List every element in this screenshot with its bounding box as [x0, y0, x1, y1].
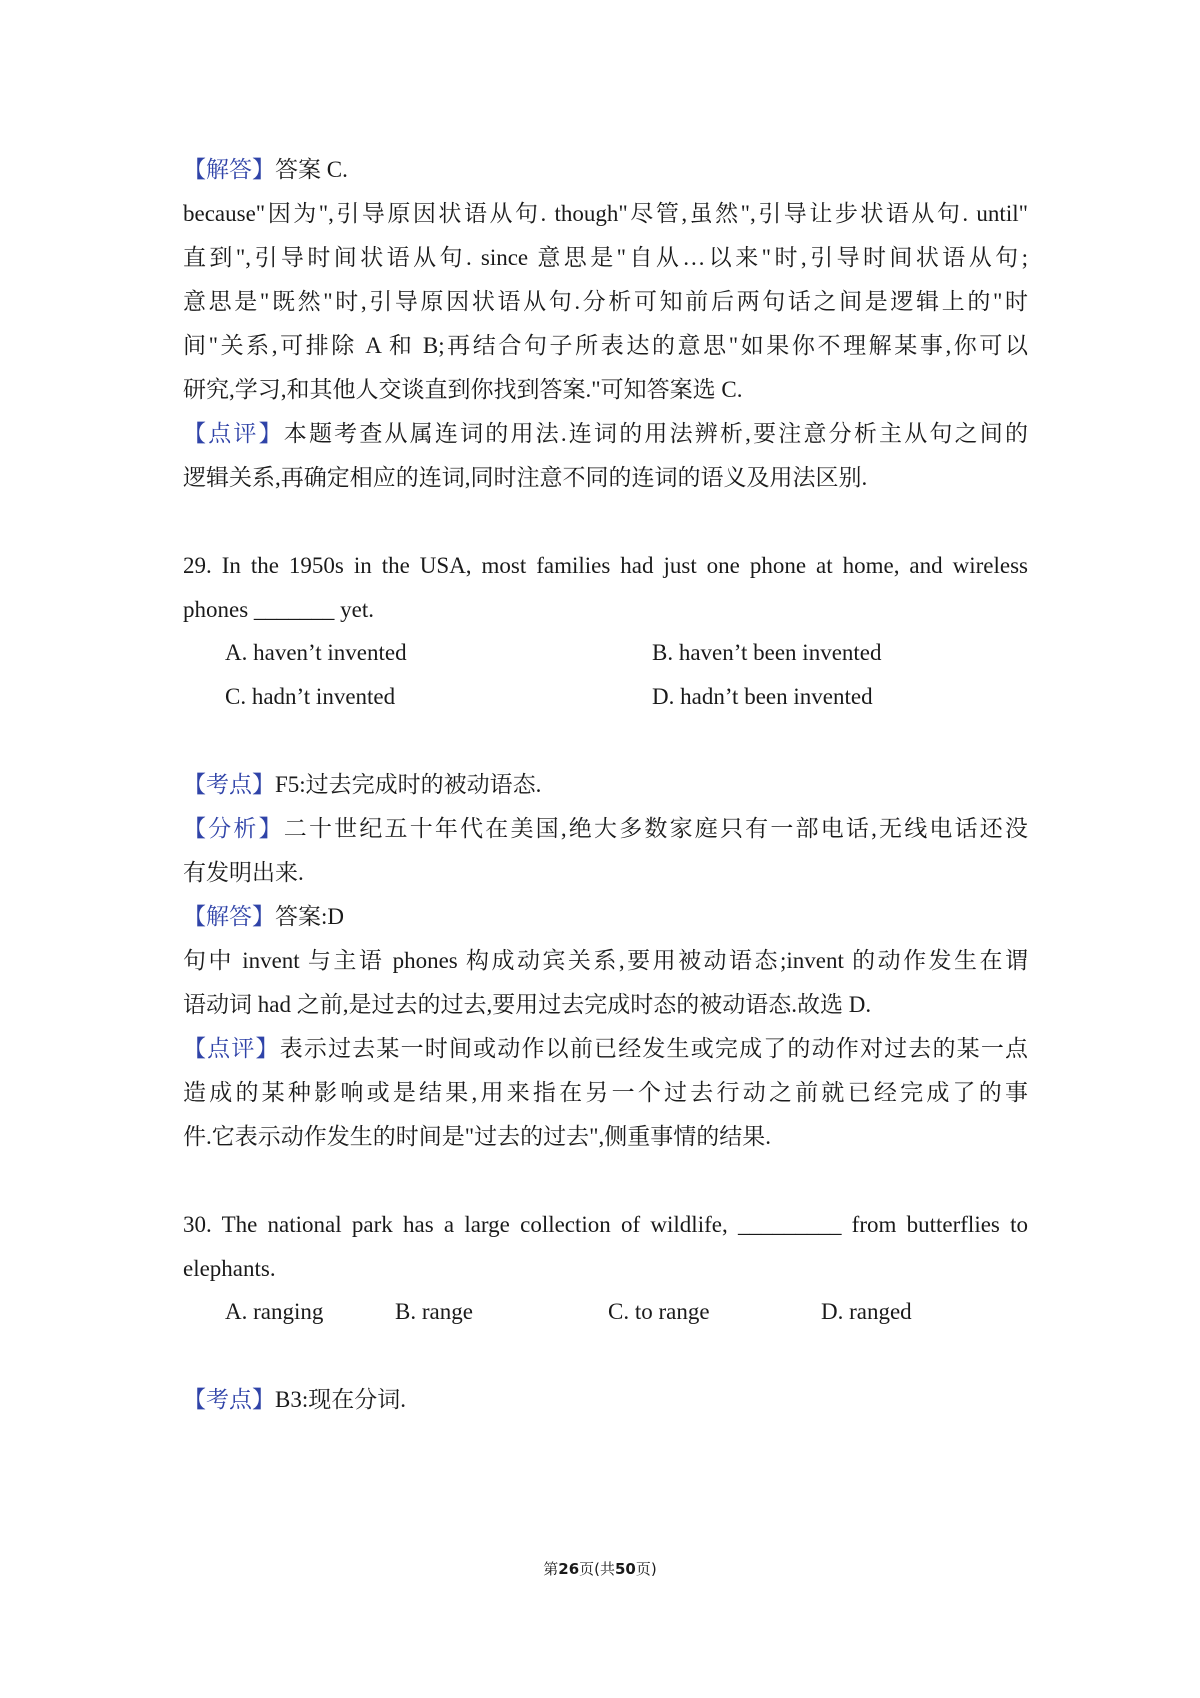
kaodian-text: B3:现在分词.: [275, 1387, 406, 1412]
comment-tag: 【点评】: [183, 1036, 280, 1061]
question-30-stem: 30. The national park has a large collection of wildlife, _________ from butterflies to: [183, 1212, 1028, 1237]
q29-option-d: D. hadn’t been invented: [652, 684, 873, 709]
q29-option-b: B. haven’t been invented: [652, 640, 882, 665]
q29-analysis: [183, 814, 1028, 844]
comment-tag: 【点评】: [183, 421, 284, 446]
question-29-stem-cont: phones _______ yet.: [183, 597, 375, 622]
answer-line: 直到",引导时间状语从句. since 意思是"自从…以来"时,引导时间状语从句;: [183, 245, 1028, 270]
footer-prefix: 第: [543, 1560, 559, 1578]
q30-option-d: D. ranged: [821, 1299, 912, 1324]
comment-line: 件.它表示动作发生的时间是"过去的过去",侧重事情的结果.: [183, 1124, 772, 1149]
footer-total-pages: 50: [615, 1560, 636, 1578]
q29-comment: [183, 1034, 1028, 1064]
answer-tag: 【解答】: [183, 904, 275, 929]
q29-option-a: A. haven’t invented: [225, 640, 407, 665]
answer-line: 意思是"既然"时,引导原因状语从句.分析可知前后两句话之间是逻辑上的"时: [183, 289, 1028, 314]
q29-answer: [183, 902, 1028, 932]
kaodian-tag: 【考点】: [183, 1387, 275, 1412]
analysis-text: 二十世纪五十年代在美国,绝大多数家庭只有一部电话,无线电话还没: [283, 816, 1029, 841]
answer-heading-28: [183, 155, 1028, 185]
answer-line: 间"关系,可排除 A 和 B;再结合句子所表达的意思"如果你不理解某事,你可以: [183, 333, 1028, 358]
kaodian-tag: 【考点】: [183, 772, 275, 797]
q30-option-a: A. ranging: [225, 1299, 324, 1324]
answer-text: 答案:D: [275, 904, 344, 929]
comment-28: [183, 419, 1028, 449]
comment-text: 表示过去某一时间或动作以前已经发生或完成了的动作对过去的某一点: [279, 1036, 1029, 1061]
analysis-tag: 【分析】: [183, 816, 284, 841]
answer-tag: 【解答】: [183, 157, 275, 182]
answer-line: 语动词 had 之前,是过去的过去,要用过去完成时态的被动语态.故选 D.: [183, 992, 872, 1017]
answer-line: 研究,学习,和其他人交谈直到你找到答案."可知答案选 C.: [183, 377, 743, 402]
kaodian-text: F5:过去完成时的被动语态.: [275, 772, 542, 797]
footer-page-number: 26: [558, 1560, 580, 1578]
page-footer: [0, 1558, 1200, 1579]
answer-line: 句中 invent 与主语 phones 构成动宾关系,要用被动语态;invent 的动作发生在谓: [183, 948, 1028, 973]
footer-mid: 页(共: [579, 1560, 615, 1578]
q29-kaodian: [183, 770, 1028, 800]
comment-text: 本题考查从属连词的用法.连词的用法辨析,要注意分析主从句之间的: [283, 421, 1029, 446]
answer-text: 答案 C.: [275, 157, 348, 182]
q30-option-c: C. to range: [608, 1299, 710, 1324]
comment-line: 造成的某种影响或是结果,用来指在另一个过去行动之前就已经完成了的事: [183, 1080, 1028, 1105]
q30-option-b: B. range: [395, 1299, 473, 1324]
q29-option-c: C. hadn’t invented: [225, 684, 396, 709]
q30-kaodian: [183, 1385, 1028, 1415]
footer-suffix: 页): [635, 1560, 657, 1578]
question-29-stem: 29. In the 1950s in the USA, most families had just one phone at home, and wireless: [183, 553, 1028, 578]
question-30-stem-cont: elephants.: [183, 1256, 276, 1281]
analysis-line: 有发明出来.: [183, 860, 304, 885]
answer-line: because"因为",引导原因状语从句. though"尽管,虽然",引导让步状语从句. until": [183, 201, 1028, 226]
comment-line: 逻辑关系,再确定相应的连词,同时注意不同的连词的语义及用法区别.: [183, 465, 868, 490]
